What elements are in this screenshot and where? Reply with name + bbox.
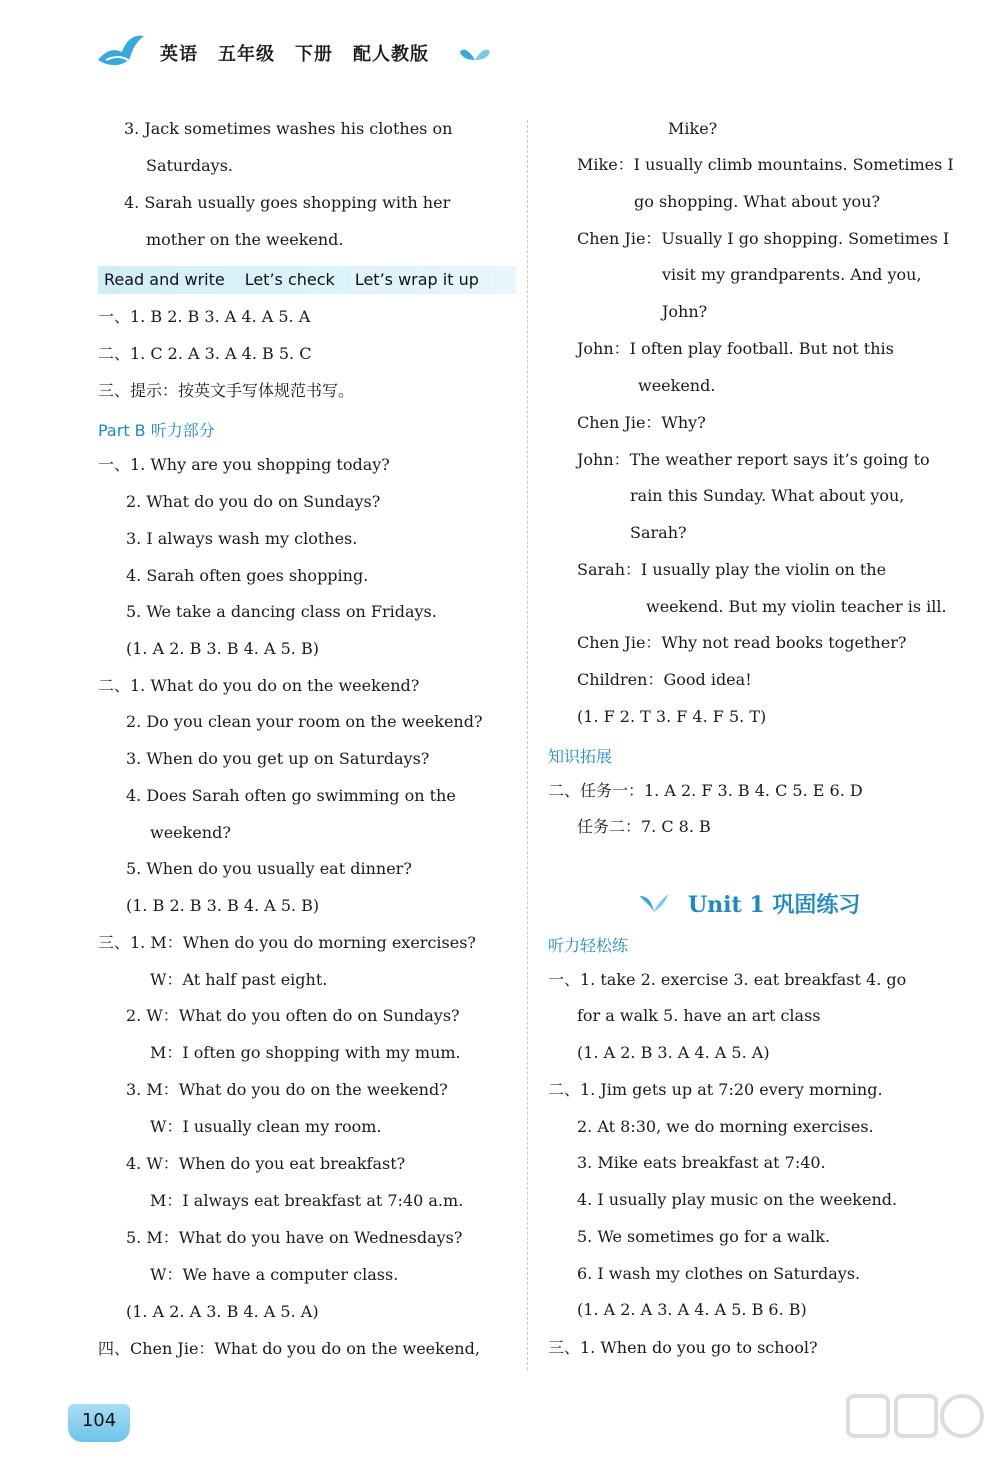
answer-line: 3. Mike eats breakfast at 7:40. [577, 1153, 826, 1172]
answer-line: 二、1. Jim gets up at 7:20 every morning. [548, 1080, 883, 1099]
answer-line: 二、1. What do you do on the weekend? [98, 676, 420, 695]
answer-line: 5. When do you usually eat dinner? [126, 859, 412, 878]
answer-line: (1. A 2. A 3. A 4. A 5. B 6. B) [577, 1300, 807, 1319]
dialogue-line: weekend. But my violin teacher is ill. [646, 597, 947, 616]
answer-line: 2. What do you do on Sundays? [126, 492, 381, 511]
dialogue-line: John：The weather report says it’s going to [577, 450, 930, 469]
answer-line: for a walk 5. have an art class [577, 1006, 821, 1025]
header-grade: 五年级 [218, 44, 275, 65]
answer-line: 4. Sarah often goes shopping. [126, 566, 369, 585]
column-divider [527, 120, 528, 1370]
answer-line: 一、1. Why are you shopping today? [98, 455, 390, 474]
answer-line: W：At half past eight. [150, 970, 328, 989]
unit-title: Unit 1 巩固练习 [688, 892, 861, 918]
header-volume: 下册 [295, 44, 333, 65]
answer-line: (1. B 2. B 3. B 4. A 5. B) [126, 896, 320, 915]
header-edition: 配人教版 [353, 44, 429, 65]
knowledge-extension-heading: 知识拓展 [548, 747, 613, 766]
dialogue-line: John? [662, 302, 708, 321]
answer-line: 4. Sarah usually goes shopping with her [124, 193, 451, 212]
dialogue-line: Mike：I usually climb mountains. Sometimes I [577, 155, 954, 174]
dialogue-line: weekend. [638, 376, 716, 395]
answer-line: 2. Do you clean your room on the weekend? [126, 712, 483, 731]
dialogue-line: Chen Jie：Usually I go shopping. Sometimes I [577, 229, 950, 248]
band-lets-check: Let’s check [244, 270, 335, 289]
page-header [0, 0, 1000, 80]
answer-line: 3. I always wash my clothes. [126, 529, 358, 548]
answer-line: (1. A 2. A 3. B 4. A 5. A) [126, 1302, 319, 1321]
answer-line: 三、1. When do you go to school? [548, 1338, 818, 1357]
dialogue-line: Chen Jie：Why not read books together? [577, 633, 907, 652]
answer-line: 2. At 8:30, we do morning exercises. [577, 1117, 874, 1136]
answer-line: 一、1. take 2. exercise 3. eat breakfast 4. go [548, 970, 907, 989]
dialogue-line: Sarah? [630, 523, 687, 542]
answer-line: W：We have a computer class. [150, 1265, 399, 1284]
answer-line: 三、提示：按英文手写体规范书写。 [98, 381, 355, 400]
header-subject: 英语 [160, 44, 198, 65]
answer-line: (1. A 2. B 3. B 4. A 5. B) [126, 639, 319, 658]
band-wrap-up: Let’s wrap it up [354, 270, 479, 289]
answer-line: Saturdays. [146, 156, 233, 175]
header-title [160, 40, 449, 66]
answer-line: 2. W：What do you often do on Sundays? [126, 1006, 460, 1025]
answer-line: 任务二：7. C 8. B [577, 817, 711, 836]
answer-line: 3. Jack sometimes washes his clothes on [124, 119, 453, 138]
answer-line: 3. M：What do you do on the weekend? [126, 1080, 448, 1099]
section-band [98, 266, 516, 294]
dialogue-line: go shopping. What about you? [634, 192, 881, 211]
dialogue-line: visit my grandparents. And you, [662, 265, 922, 284]
answer-line: 6. I wash my clothes on Saturdays. [577, 1264, 861, 1283]
answer-line: 二、任务一：1. A 2. F 3. B 4. C 5. E 6. D [548, 781, 863, 800]
answer-line: W：I usually clean my room. [150, 1117, 382, 1136]
answer-line: M：I always eat breakfast at 7:40 a.m. [150, 1191, 464, 1210]
band-read-write: Read and write [104, 270, 225, 289]
answer-line: (1. F 2. T 3. F 4. F 5. T) [577, 707, 767, 726]
answer-line: (1. A 2. B 3. A 4. A 5. A) [577, 1043, 770, 1062]
dialogue-line: Mike? [668, 119, 718, 138]
part-b-heading: Part B 听力部分 [98, 421, 215, 440]
bird-logo-icon [96, 30, 146, 70]
page-number: 104 [68, 1404, 130, 1442]
answer-line: mother on the weekend. [146, 230, 344, 249]
dialogue-line: John：I often play football. But not this [577, 339, 894, 358]
watermark-logo-icon [840, 1390, 990, 1470]
listening-heading: 听力轻松练 [548, 936, 629, 955]
answer-line: 一、1. B 2. B 3. A 4. A 5. A [98, 307, 311, 326]
dialogue-line: Children：Good idea! [577, 670, 752, 689]
wings-icon [458, 44, 492, 64]
answer-line: 4. Does Sarah often go swimming on the [126, 786, 456, 805]
answer-line: 4. I usually play music on the weekend. [577, 1190, 898, 1209]
answer-line: M：I often go shopping with my mum. [150, 1043, 461, 1062]
answer-line: 5. M：What do you have on Wednesdays? [126, 1228, 463, 1247]
answer-line: weekend? [150, 823, 231, 842]
dialogue-line: Chen Jie：Why? [577, 413, 706, 432]
answer-line: 5. We sometimes go for a walk. [577, 1227, 831, 1246]
answer-line: 4. W：When do you eat breakfast? [126, 1154, 406, 1173]
answer-line: 5. We take a dancing class on Fridays. [126, 602, 437, 621]
dialogue-line: Sarah：I usually play the violin on the [577, 560, 887, 579]
answer-line: 二、1. C 2. A 3. A 4. B 5. C [98, 344, 312, 363]
dialogue-line: rain this Sunday. What about you, [630, 486, 905, 505]
answer-line: 三、1. M：When do you do morning exercises? [98, 933, 476, 952]
leaf-icon [640, 892, 668, 914]
answer-line: 四、Chen Jie：What do you do on the weekend, [98, 1339, 480, 1358]
answer-line: 3. When do you get up on Saturdays? [126, 749, 430, 768]
